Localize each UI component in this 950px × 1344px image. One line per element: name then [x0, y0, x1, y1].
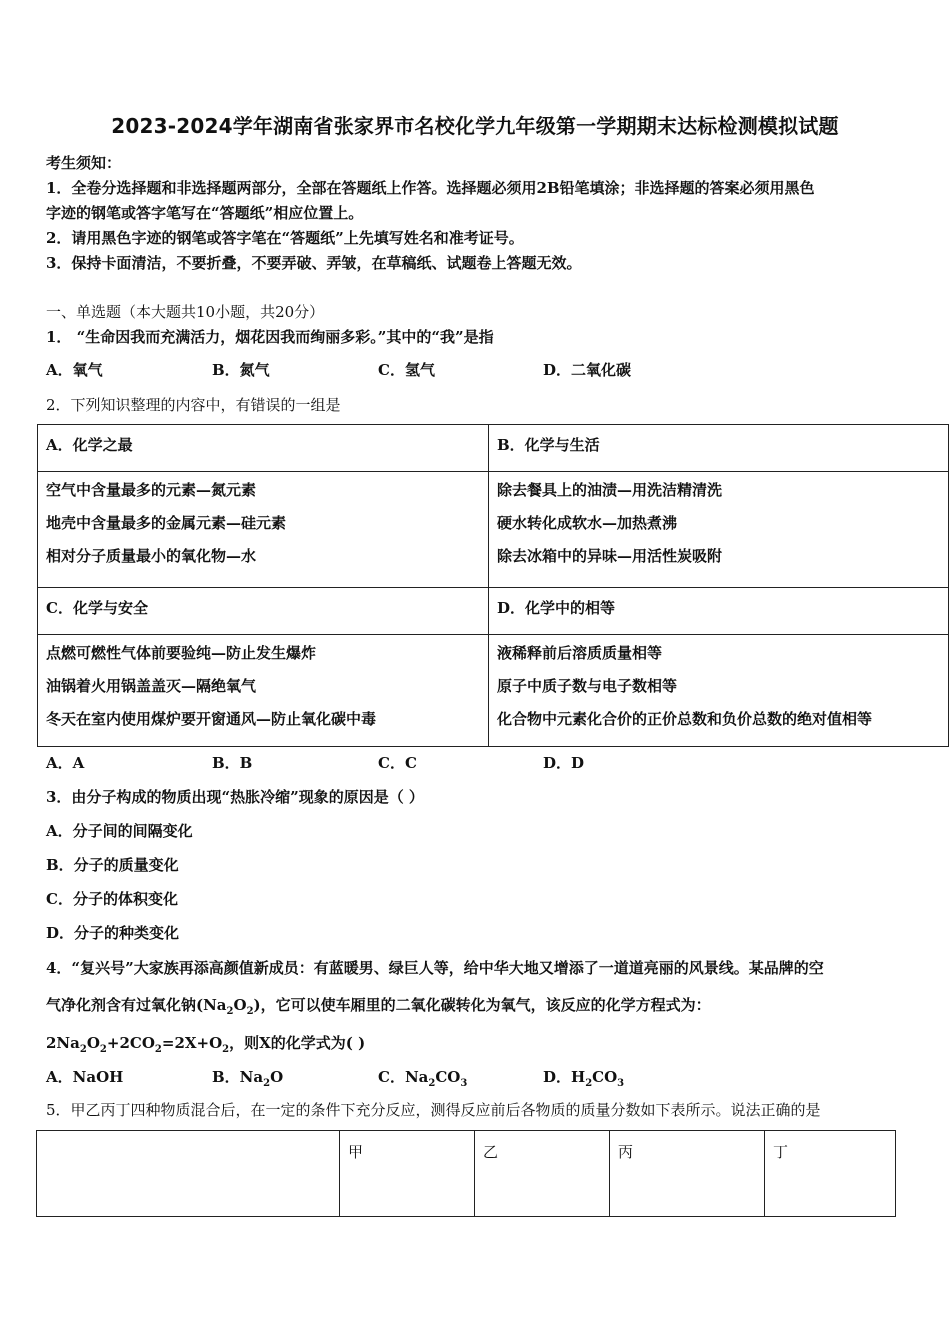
q4-option-c: C．$Na_2CO_3$: [378, 1068, 468, 1089]
table-cell-a-body: 空气中含量最多的元素—氮元素 地壳中含量最多的金属元素—硅元素 相对分子质量最小的氧化物—水: [38, 472, 489, 588]
q3-option-a: A．分子间的间隔变化: [46, 822, 193, 840]
notice-heading: 考生须知：: [46, 154, 122, 172]
table-cell-c-body: 点燃可燃性气体前要验纯—防止发生爆炸 油锅着火用锅盖盖灭—隔绝氧气 冬天在室内使用煤炉要开窗通风—防止氧化碳中毒: [38, 635, 489, 747]
notice-item: 字迹的钢笔或答字笔写在“答题纸”相应位置上。: [46, 204, 364, 222]
q1-option-c: C．氢气: [378, 361, 435, 379]
q2-knowledge-table: [37, 424, 949, 747]
q5-header-jia: 甲: [340, 1131, 475, 1217]
q2-option-b: B．B: [212, 754, 253, 772]
q2-stem: 2．下列知识整理的内容中，有错误的一组是: [46, 396, 341, 414]
q2-option-c: C．C: [378, 754, 417, 772]
exam-title: 2023-2024学年湖南省张家界市名校化学九年级第一学期期末达标检测模拟试题: [111, 114, 839, 138]
q4-stem-line2: 气净化剂含有过氧化钠$(Na_2O_2)$，它可以使车厢里的二氧化碳转化为氧气，该反应的化学方程式为：: [46, 996, 711, 1017]
q5-header-yi: 乙: [475, 1131, 610, 1217]
q1-option-a: A．氧气: [46, 361, 103, 379]
q2-option-a: A．A: [46, 754, 85, 772]
q5-header-blank: [37, 1131, 340, 1217]
q4-option-b: B．$Na_2O$: [212, 1068, 284, 1089]
table-cell-d-head: D．化学中的相等: [489, 588, 949, 635]
q1-option-b: B．氮气: [212, 361, 270, 379]
table-cell-d-body: 液稀释前后溶质质量相等 原子中质子数与电子数相等 化合物中元素化合价的正价总数和负价总数的绝对值相等: [489, 635, 949, 747]
q1-option-d: D．二氧化碳: [543, 361, 632, 379]
q3-option-b: B．分子的质量变化: [46, 856, 179, 874]
table-cell-a-head: A．化学之最: [38, 425, 489, 472]
q5-header-bing: 丙: [610, 1131, 765, 1217]
q4-equation: $2Na_2O_2+2CO_2=2X+O_2$，则X的化学式为( ): [46, 1034, 366, 1055]
q4-stem-line1: 4．“复兴号”大家族再添高颜值新成员：有蓝暖男、绿巨人等，给中华大地又增添了一道道亮丽的风景线。某品牌的空: [46, 959, 824, 977]
q3-option-c: C．分子的体积变化: [46, 890, 178, 908]
q5-stem: 5．甲乙丙丁四种物质混合后，在一定的条件下充分反应，测得反应前后各物质的质量分数如下表所示。说法正确的是: [46, 1101, 821, 1119]
q2-option-d: D．D: [543, 754, 585, 772]
q3-option-d: D．分子的种类变化: [46, 924, 180, 942]
notice-item: 1．全卷分选择题和非选择题两部分，全部在答题纸上作答。选择题必须用2B铅笔填涂；非选择题的答案必须用黑色: [46, 179, 815, 197]
section-heading: 一、单选题（本大题共10小题，共20分）: [46, 303, 325, 321]
table-cell-b-head: B．化学与生活: [489, 425, 949, 472]
q5-header-ding: 丁: [765, 1131, 896, 1217]
q5-data-table: [36, 1130, 896, 1217]
q3-stem: 3．由分子构成的物质出现“热胀冷缩”现象的原因是（ ）: [46, 788, 424, 806]
notice-item: 3．保持卡面清洁，不要折叠，不要弄破、弄皱，在草稿纸、试题卷上答题无效。: [46, 254, 582, 272]
q4-option-a: A．NaOH: [46, 1068, 124, 1086]
notice-item: 2．请用黑色字迹的钢笔或答字笔在“答题纸”上先填写姓名和准考证号。: [46, 229, 524, 247]
table-cell-b-body: 除去餐具上的油渍—用洗洁精清洗 硬水转化成软水—加热煮沸 除去冰箱中的异味—用活性炭吸附: [489, 472, 949, 588]
q4-option-d: D．$H_2CO_3$: [543, 1068, 625, 1089]
q1-stem: 1． “生命因我而充满活力，烟花因我而绚丽多彩。”其中的“我”是指: [46, 328, 494, 346]
table-cell-c-head: C．化学与安全: [38, 588, 489, 635]
